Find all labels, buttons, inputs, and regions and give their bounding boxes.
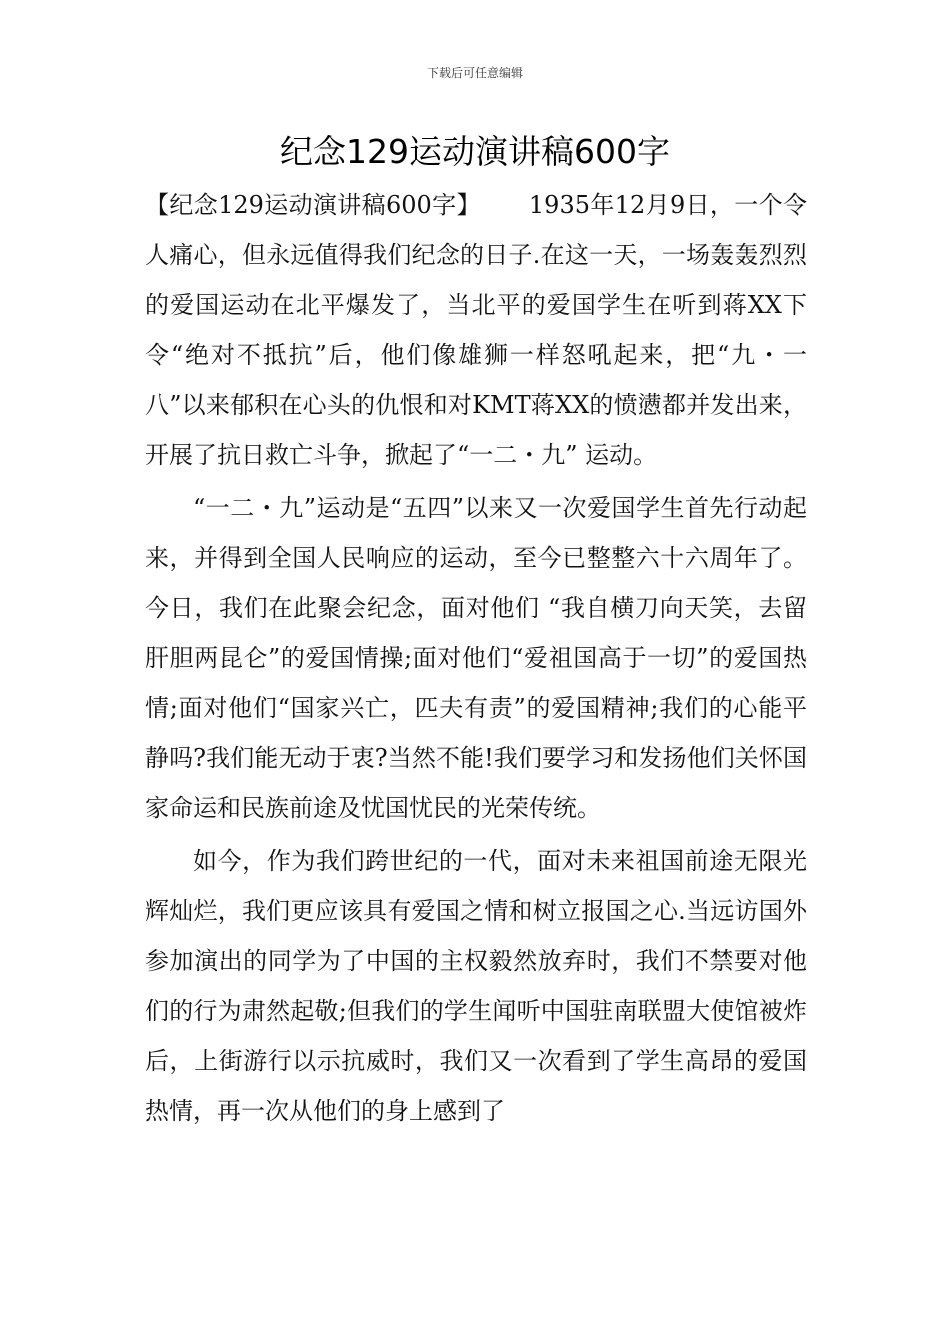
page-title: 纪念129运动演讲稿600字 [280,132,670,171]
paragraph-1-text: 1935年12月9日，一个令人痛心，但永远值得我们纪念的日子.在这一天，一场轰轰烈烈的爱国运动在北平爆发了，当北平的爱国学生在听到蒋XX下令“绝对不抵抗”后，他们像雄狮一样怒吼起来，把“九・一八”以来郁积在心头的仇恨和对KMT蒋XX的愤懑都并发出来，开展了抗日救亡斗争，掀起了“一二・九” 运动。 [145,191,808,469]
paragraph-lead: 【纪念129运动演讲稿600字】 [145,191,481,219]
header-note: 下载后可任意编辑 [426,66,523,80]
paragraph-1 [145,180,807,480]
document-body [145,180,807,1136]
paragraph-2: “一二・九”运动是“五四”以来又一次爱国学生首先行动起来，并得到全国人民响应的运动，至今已整整六十六周年了。今日，我们在此聚会纪念，面对他们 “我自横刀向天笑，去留肝胆两昆仑”的爱国情操;面对他们“爱祖国高于一切”的爱国热情;面对他们“国家兴亡，匹夫有责”的爱国精神;我们的心能平静吗?我们能无动于衷?当然不能!我们要学习和发扬他们关怀国家命运和民族前途及忧国忧民的光荣传统。 [145,494,807,822]
paragraph-3: 如今，作为我们跨世纪的一代，面对未来祖国前途无限光辉灿烂，我们更应该具有爱国之情和树立报国之心.当远访国外参加演出的同学为了中国的主权毅然放弃时，我们不禁要对他们的行为肃然起敬;但我们的学生闻听中国驻南联盟大使馆被炸后，上街游行以示抗威时，我们又一次看到了学生高昂的爱国热情，再一次从他们的身上感到了 [145,847,807,1125]
